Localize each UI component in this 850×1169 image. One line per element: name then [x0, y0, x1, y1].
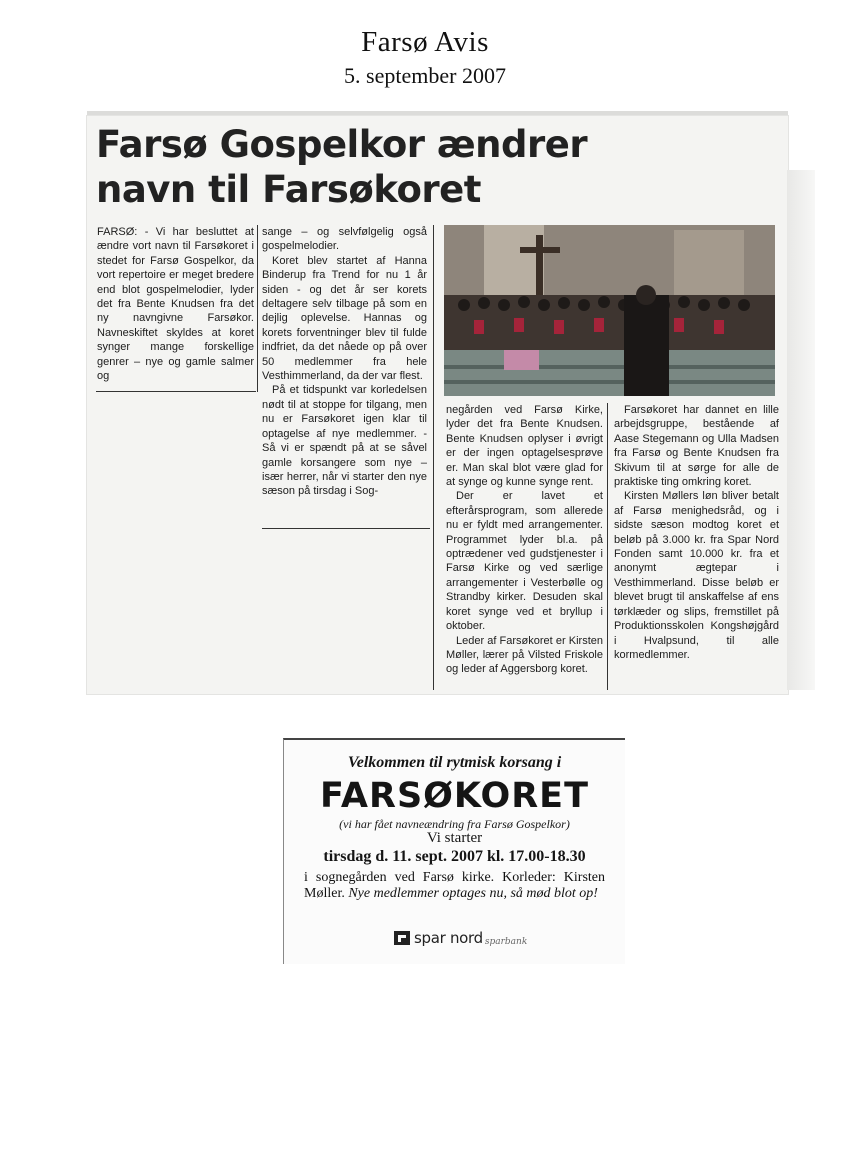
sponsor-signature: sparbank: [484, 937, 528, 947]
choir-photo: [444, 225, 775, 396]
ad-welcome-line: Velkommen til rytmisk korsang i: [347, 754, 562, 771]
ad-start-datetime: tirsdag d. 11. sept. 2007 kl. 17.00-18.30: [323, 848, 586, 865]
headline-line-1: Farsø Gospelkor ændrer: [96, 123, 588, 166]
column-divider: [607, 403, 608, 690]
paragraph: Koret blev startet af Hanna Binderup fra Trend for nu 1 år siden - og det år ser korets deltagere selv tilbage på som en dejlig oplevelse. Hannas og korets forventninger blev til fulde indfriet, da det nåede op på over 50 medlemmer fra hele Vesthimmerland, da der var flest.: [262, 254, 427, 383]
column-divider: [433, 225, 434, 690]
headline-line-2: navn til Farsøkoret: [96, 168, 481, 211]
article-headline: [96, 122, 656, 212]
paragraph: På et tidspunkt var korledelsen nødt til at stoppe for tilgang, men nu er Farsøkoret igen klar til optagelse af nye medlemmer. - Så vi er spændt på at se såvel gamle korsangere som nye – især herrer, når vi starter den nye sæson på tirsdag i Sog-: [262, 384, 427, 498]
ad-body-text: [304, 870, 605, 902]
ad-location-text: i sognegården ved Farsø kirke. Korleder: Kirsten Møller.: [304, 870, 605, 901]
ad-invitation-text: Nye medlemmer optages nu, så mød blot op!: [344, 886, 598, 901]
paragraph: negården ved Farsø Kirke, lyder det fra Bente Knudsen. Bente Knudsen oplyser i øvrigt er der ingen optagelsesprøve er. Man skal blot være glad for at synge og kunne synge rent.: [446, 404, 603, 489]
paragraph: Kirsten Møllers løn bliver betalt af Farsø menighedsråd, og i sidste sæson modtog koret et beløb på 3.000 kr. fra Spar Nord Fonden samt 10.000 kr. fra et anonymt ægtepar i Vesthimmerland. Disse beløb er blevet brugt til anskaffelse af ens tørklæder og slips, fremstillet på Produktionsskolen Kongshøjgård i Hvalpsund, til alle kormedlemmer.: [614, 490, 779, 661]
adjacent-page-strip: [787, 170, 815, 690]
paragraph: Farsøkoret har dannet en lille arbejdsgruppe, bestående af Aase Stegemann og Ulla Madsen fra Farsø og Bente Knudsen fra Skivum til at sørge for alle de praktiske ting omkring koret.: [614, 404, 779, 489]
publication-date: 5. september 2007: [344, 63, 506, 88]
paragraph: Der er lavet et efterårsprogram, som allerede nu er fyldt med arrangementer. Programmet lyder bl.a. på optrædener ved gudstjenester i Farsø Kirke og ved særlige arrangementer i Vesterbølle og Strandby kirker. Desuden skal koret synge ved et bryllup i oktober.: [446, 490, 603, 633]
ad-name-change-note: (vi har fået navneændring fra Farsø Gospelkor): [339, 817, 570, 831]
article-column-3: [446, 403, 603, 677]
choir-in-church-image: [444, 225, 775, 396]
spar-nord-mark-icon: [394, 929, 410, 947]
article-column-1: [97, 225, 254, 383]
article-column-4: [614, 403, 779, 662]
column-end-rule: [96, 391, 256, 392]
column-end-rule: [262, 528, 430, 529]
choir-advertisement: [283, 738, 625, 964]
ad-choir-name: FARSØKORET: [320, 776, 589, 816]
ad-start-label: Vi starter: [426, 830, 483, 846]
sponsor-name: spar nord: [414, 929, 483, 947]
article-column-2: [262, 225, 427, 499]
paragraph: FARSØ: - Vi har besluttet at ændre vort navn til Farsøkoret i stedet for Farsø Gospelkor, da vort repertoire er meget bredere end blot gospelmelodier, lyder det fra Bente Knudsen fra det ny navngivne Farsøkor. Navneskiftet skyldes at koret synger mange forskellige genrer – nye og gamle salmer og: [97, 226, 254, 383]
column-divider: [257, 225, 258, 392]
paragraph: sange – og selvfølgelig også gospelmelodier.: [262, 226, 427, 253]
spar-nord-logo: [394, 926, 527, 950]
newspaper-name: Farsø Avis: [361, 26, 489, 58]
paragraph: Leder af Farsøkoret er Kirsten Møller, lærer på Vilsted Friskole og leder af Aggersborg koret.: [446, 634, 603, 676]
